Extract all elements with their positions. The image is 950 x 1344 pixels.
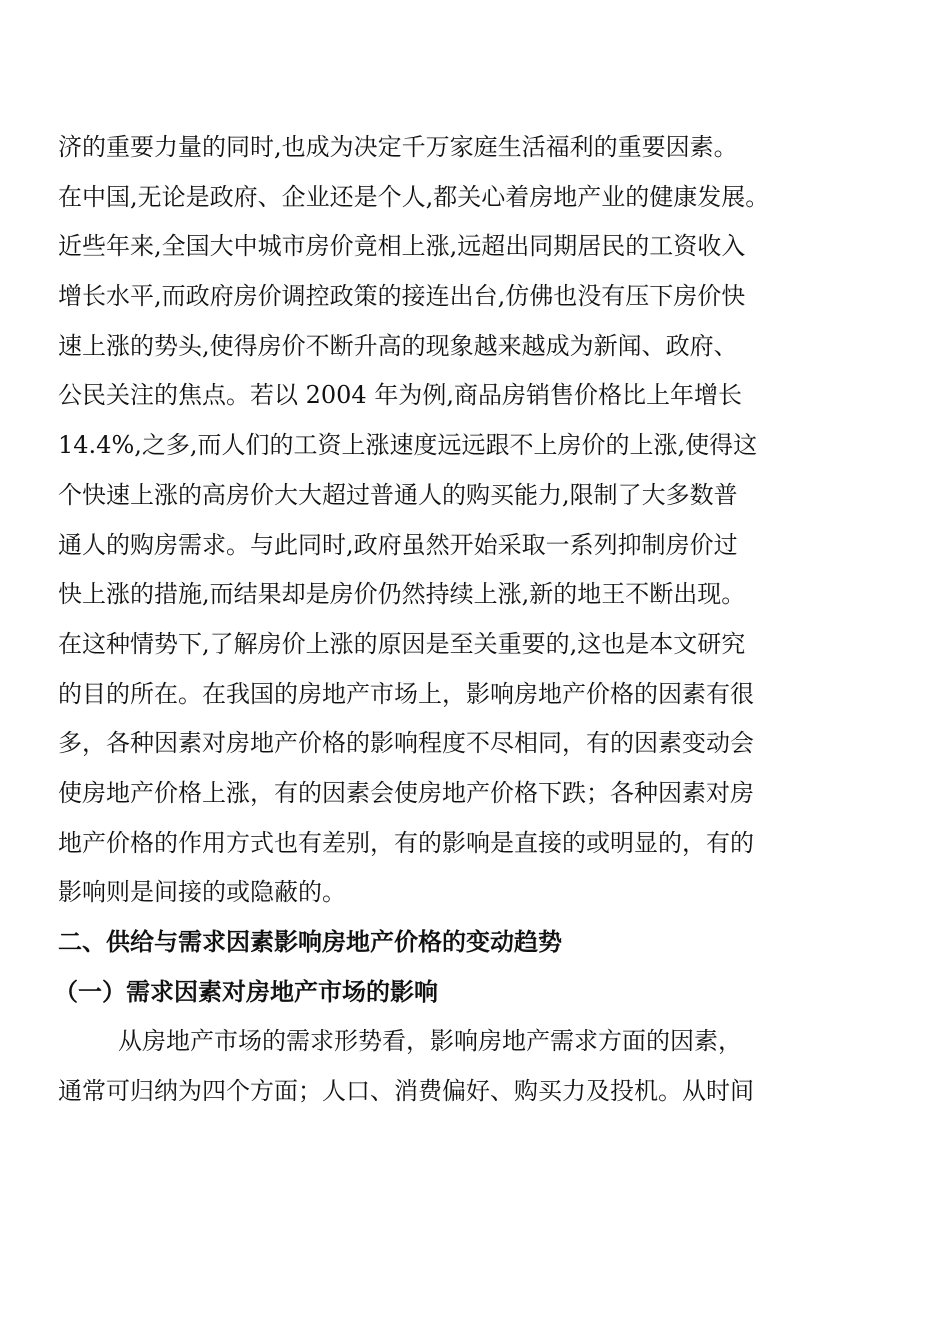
body-line: 增长水平,而政府房价调控政策的接连出台,仿佛也没有压下房价快 [58, 282, 746, 311]
subsection-heading: （一）需求因素对房地产市场的影响 [54, 976, 438, 1006]
document-body [54, 128, 818, 1122]
body-line: 通人的购房需求。与此同时,政府虽然开始采取一系列抑制房价过 [58, 530, 738, 559]
body-line: 快上涨的措施,而结果却是房价仍然持续上涨,新的地王不断出现。 [58, 580, 746, 609]
body-line: 影响则是间接的或隐蔽的。 [58, 878, 346, 907]
body-line: 在中国,无论是政府、企业还是个人,都关心着房地产业的健康发展。 [58, 182, 770, 211]
body-line: 个快速上涨的高房价大大超过普通人的购买能力,限制了大多数普 [58, 480, 738, 509]
body-line: 济的重要力量的同时,也成为决定千万家庭生活福利的重要因素。 [58, 133, 738, 161]
body-line: 速上涨的势头,使得房价不断升高的现象越来越成为新闻、政府、 [58, 331, 738, 360]
body-line: 多，各种因素对房地产价格的影响程度不尽相同，有的因素变动会 [58, 729, 754, 758]
paragraph-line: 通常可归纳为四个方面；人口、消费偏好、购买力及投机。从时间 [58, 1077, 754, 1106]
body-line: 在这种情势下,了解房价上涨的原因是至关重要的,这也是本文研究 [58, 629, 746, 658]
paragraph-line: 从房地产市场的需求形势看，影响房地产需求方面的因素， [118, 1027, 742, 1056]
section-heading: 二、供给与需求因素影响房地产价格的变动趋势 [58, 927, 562, 956]
body-line: 地产价格的作用方式也有差别，有的影响是直接的或明显的，有的 [58, 828, 754, 857]
body-line: 使房地产价格上涨，有的因素会使房地产价格下跌；各种因素对房 [58, 778, 754, 807]
body-line: 公民关注的焦点。若以 2004 年为例,商品房销售价格比上年增长 [58, 381, 742, 410]
body-line: 14.4%,之多,而人们的工资上涨速度远远跟不上房价的上涨,使得这 [58, 431, 758, 460]
body-line: 近些年来,全国大中城市房价竟相上涨,远超出同期居民的工资收入 [58, 232, 746, 261]
body-line: 的目的所在。在我国的房地产市场上，影响房地产价格的因素有很 [58, 679, 754, 708]
